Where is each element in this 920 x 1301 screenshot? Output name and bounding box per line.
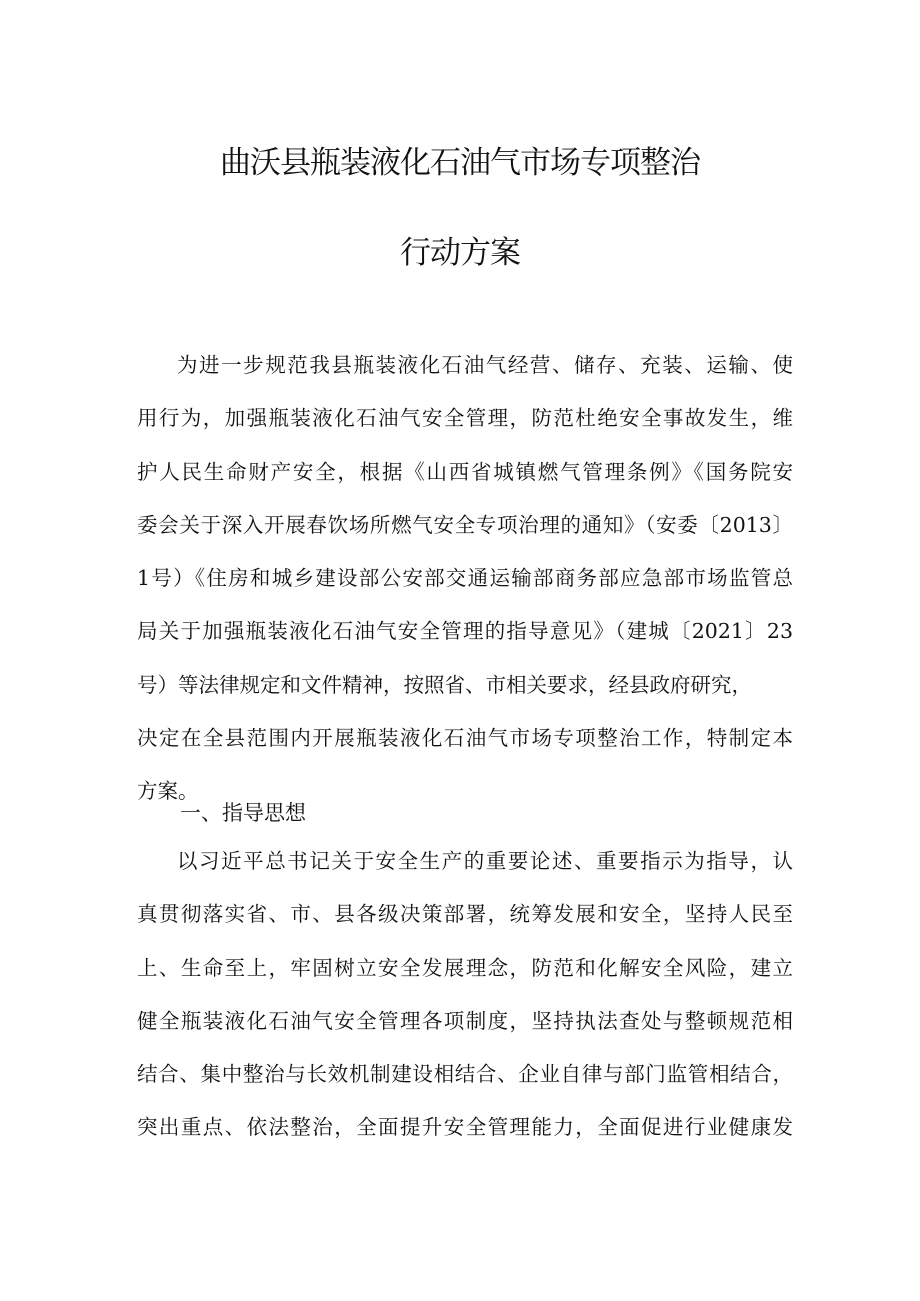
paragraph-line: 以习近平总书记关于安全生产的重要论述、重要指示为指导，认 bbox=[177, 849, 793, 873]
paragraph-line: 1号）《住房和城乡建设部公安部交通运输部商务部应急部市场监管总 bbox=[137, 566, 793, 591]
paragraph-line: 方案。 bbox=[137, 779, 199, 804]
paragraph-line: 用行为，加强瓶装液化石油气安全管理，防范杜绝安全事故发生，维 bbox=[137, 406, 793, 431]
paragraph-line: 突出重点、依法整治，全面提升安全管理能力，全面促进行业健康发 bbox=[137, 1115, 793, 1140]
paragraph-line: 真贯彻落实省、市、县各级决策部署，统筹发展和安全，坚持人民至 bbox=[137, 902, 793, 927]
section-heading-guiding-ideology: 一、指导思想 bbox=[180, 801, 306, 825]
paragraph-line: 委会关于深入开展春饮场所燃气安全专项治理的通知》（安委〔2013〕 bbox=[137, 512, 793, 537]
paragraph-line: 号）等法律规定和文件精神，按照省、市相关要求，经县政府研究， bbox=[137, 672, 752, 697]
paragraph-line: 上、生命至上，牢固树立安全发展理念，防范和化解安全风险，建立 bbox=[137, 955, 793, 980]
paragraph-line: 健全瓶装液化石油气安全管理各项制度，坚持执法查处与整顿规范相 bbox=[137, 1008, 793, 1033]
guiding-ideology-paragraph bbox=[137, 835, 793, 1155]
paragraph-line: 为进一步规范我县瓶装液化石油气经营、储存、充装、运输、使 bbox=[177, 353, 793, 377]
paragraph-line: 局关于加强瓶装液化石油气安全管理的指导意见》（建城〔2021〕23 bbox=[137, 619, 793, 644]
intro-paragraph bbox=[137, 339, 793, 819]
paragraph-line: 结合、集中整治与长效机制建设相结合、企业自律与部门监管相结合， bbox=[137, 1062, 793, 1087]
document-title-line-1: 曲沃县瓶装液化石油气市场专项整治 bbox=[220, 145, 700, 181]
paragraph-line: 决定在全县范围内开展瓶装液化石油气市场专项整治工作，特制定本 bbox=[137, 726, 793, 751]
paragraph-line: 护人民生命财产安全，根据《山西省城镇燃气管理条例》《国务院安 bbox=[137, 459, 793, 484]
document-title-line-2: 行动方案 bbox=[400, 235, 520, 271]
